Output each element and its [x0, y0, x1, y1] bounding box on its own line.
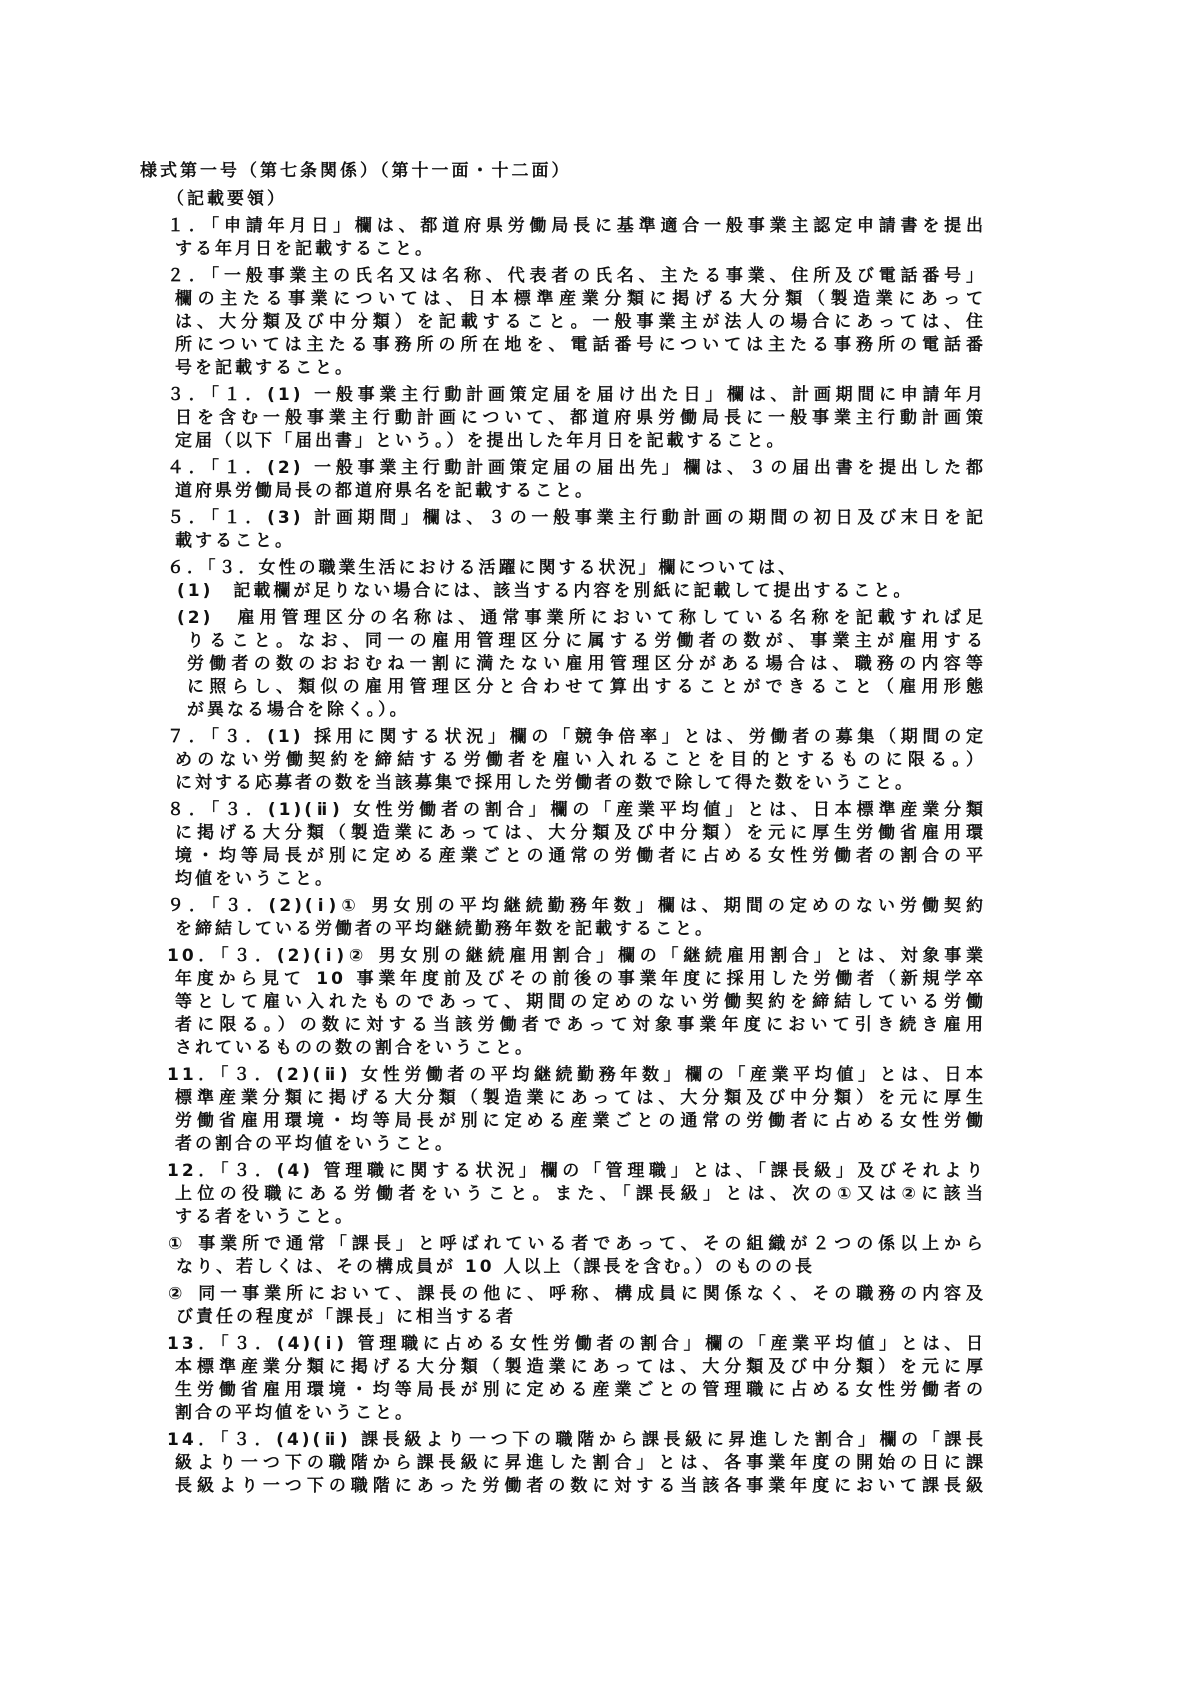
- text-line: ５．「１．(3) 計画期間」欄は、３の一般事業主行動計画の期間の初日及び末日を記: [167, 508, 986, 528]
- text-line: に掲げる大分類（製造業にあっては、大分類及び中分類）を元に厚生労働省雇用環: [175, 823, 986, 843]
- text-line: 級より一つ下の職階から課長級に昇進した割合」とは、各事業年度の開始の日に課: [175, 1453, 986, 1473]
- instruction-item: [140, 1429, 986, 1498]
- text-line: 等として雇い入れたものであって、期間の定めのない労働契約を締結している労働: [175, 992, 986, 1012]
- text-line: ４．「１．(2) 一般事業主行動計画策定届の届出先」欄は、３の届出書を提出した都: [167, 458, 986, 478]
- text-line: されているものの数の割合をいうこと。: [175, 1038, 535, 1058]
- text-line: １．「申請年月日」欄は、都道府県労働局長に基準適合一般事業主認定申請書を提出: [167, 216, 986, 236]
- instruction-item: [140, 945, 986, 1060]
- text-line: 上位の役職にある労働者をいうこと。また、「課長級」とは、次の①又は②に該当: [175, 1184, 986, 1204]
- text-line: ３．「１．(1) 一般事業主行動計画策定届を届け出た日」欄は、計画期間に申請年月: [167, 385, 986, 405]
- section-heading: （記載要領）: [167, 189, 287, 209]
- text-line: 日を含む一般事業主行動計画について、都道府県労働局長に一般事業主行動計画策: [175, 408, 986, 428]
- instruction-list: [140, 215, 986, 1498]
- text-line: 長級より一つ下の職階にあった労働者の数に対する当該各事業年度において課長級: [175, 1476, 986, 1496]
- text-line: 割合の平均値をいうこと。: [175, 1403, 415, 1423]
- instruction-item: [140, 507, 986, 553]
- instruction-subitem: [140, 607, 986, 722]
- text-line: する年月日を記載すること。: [175, 239, 435, 259]
- text-line: ② 同一事業所において、課長の他に、呼称、構成員に関係なく、その職務の内容及: [168, 1284, 986, 1304]
- text-line: 均値をいうこと。: [175, 869, 335, 889]
- text-line: 生労働省雇用環境・均等局長が別に定める産業ごとの管理職に占める女性労働者の: [175, 1380, 986, 1400]
- text-line: 欄の主たる事業については、日本標準産業分類に掲げる大分類（製造業にあって: [175, 289, 986, 309]
- text-line: び責任の程度が「課長」に相当する者: [176, 1307, 516, 1327]
- text-line: りること。なお、同一の雇用管理区分に属する労働者の数が、事業主が雇用する: [187, 631, 986, 651]
- text-line: 道府県労働局長の都道府県名を記載すること。: [175, 481, 595, 501]
- text-line: 13．「３．(4)(ⅰ) 管理職に占める女性労働者の割合」欄の「産業平均値」とは、日: [167, 1334, 986, 1354]
- form-title: 様式第一号（第七条関係）（第十一面・十二面）: [140, 161, 572, 181]
- instruction-item: [140, 1333, 986, 1425]
- text-line: 定届（以下「届出書」という。）を提出した年月日を記載すること。: [175, 431, 787, 451]
- text-line: に照らし、類似の雇用管理区分と合わせて算出することができること（雇用形態: [187, 677, 986, 697]
- definition-subitem: [140, 1283, 986, 1329]
- text-line: なり、若しくは、その構成員が 10 人以上（課長を含む。）のものの長: [176, 1257, 815, 1277]
- text-line: する者をいうこと。: [175, 1207, 355, 1227]
- instruction-item: [140, 384, 986, 453]
- text-line: は、大分類及び中分類）を記載すること。一般事業主が法人の場合にあっては、住: [175, 312, 986, 332]
- text-line: 年度から見て 10 事業年度前及びその前後の事業年度に採用した労働者（新規学卒: [175, 969, 986, 989]
- text-line: を締結している労働者の平均継続勤務年数を記載すること。: [175, 919, 715, 939]
- text-line: (2) 雇用管理区分の名称は、通常事業所において称している名称を記載すれば足: [177, 608, 986, 628]
- text-line: (1) 記載欄が足りない場合には、該当する内容を別紙に記載して提出すること。: [177, 581, 914, 601]
- text-line: 所については主たる事務所の所在地を、電話番号については主たる事務所の電話番: [175, 335, 986, 355]
- text-line: ２．「一般事業主の氏名又は名称、代表者の氏名、主たる事業、住所及び電話番号」: [167, 266, 986, 286]
- text-line: 本標準産業分類に掲げる大分類（製造業にあっては、大分類及び中分類）を元に厚: [175, 1357, 986, 1377]
- text-line: が異なる場合を除く。）。: [187, 700, 410, 720]
- document-page: [140, 160, 986, 1498]
- text-line: めのない労働契約を締結する労働者を雇い入れることを目的とするものに限る。）: [175, 750, 986, 770]
- instruction-item: [140, 265, 986, 380]
- instruction-item: [140, 1064, 986, 1156]
- text-line: 境・均等局長が別に定める産業ごとの通常の労働者に占める女性労働者の割合の平: [175, 846, 986, 866]
- text-line: ６．「３．女性の職業生活における活躍に関する状況」欄については、: [167, 558, 799, 578]
- text-line: 労働者の数のおおむね一割に満たない雇用管理区分がある場合は、職務の内容等: [187, 654, 986, 674]
- text-line: ９．「３．(2)(ⅰ)① 男女別の平均継続勤務年数」欄は、期間の定めのない労働契約: [167, 896, 986, 916]
- text-line: に対する応募者の数を当該募集で採用した労働者の数で除して得た数をいうこと。: [175, 773, 915, 793]
- instruction-item: [140, 215, 986, 261]
- instruction-item: [140, 557, 986, 580]
- text-line: 14．「３．(4)(ⅱ) 課長級より一つ下の職階から課長級に昇進した割合」欄の「課長: [167, 1430, 986, 1450]
- definition-subitem: [140, 1233, 986, 1279]
- text-line: 12．「３．(4) 管理職に関する状況」欄の「管理職」とは、「課長級」及びそれより: [167, 1161, 986, 1181]
- instruction-item: [140, 1160, 986, 1229]
- instruction-item: [140, 726, 986, 795]
- text-line: 者に限る。）の数に対する当該労働者であって対象事業年度において引き続き雇用: [175, 1015, 986, 1035]
- instruction-subitem: [140, 580, 986, 603]
- instruction-item: [140, 457, 986, 503]
- text-line: 11．「３．(2)(ⅱ) 女性労働者の平均継続勤務年数」欄の「産業平均値」とは、日本: [167, 1065, 986, 1085]
- instruction-item: [140, 895, 986, 941]
- instruction-item: [140, 799, 986, 891]
- text-line: 10．「３．(2)(ⅰ)② 男女別の継続雇用割合」欄の「継続雇用割合」とは、対象事業: [167, 946, 986, 966]
- text-line: ８．「３．(1)(ⅱ) 女性労働者の割合」欄の「産業平均値」とは、日本標準産業分類: [167, 800, 986, 820]
- text-line: 者の割合の平均値をいうこと。: [175, 1134, 455, 1154]
- text-line: ① 事業所で通常「課長」と呼ばれている者であって、その組織が２つの係以上から: [168, 1234, 986, 1254]
- text-line: ７．「３．(1) 採用に関する状況」欄の「競争倍率」とは、労働者の募集（期間の定: [167, 727, 986, 747]
- text-line: 労働省雇用環境・均等局長が別に定める産業ごとの通常の労働者に占める女性労働: [175, 1111, 986, 1131]
- text-line: 載すること。: [175, 531, 295, 551]
- text-line: 標準産業分類に掲げる大分類（製造業にあっては、大分類及び中分類）を元に厚生: [175, 1088, 986, 1108]
- text-line: 号を記載すること。: [175, 358, 355, 378]
